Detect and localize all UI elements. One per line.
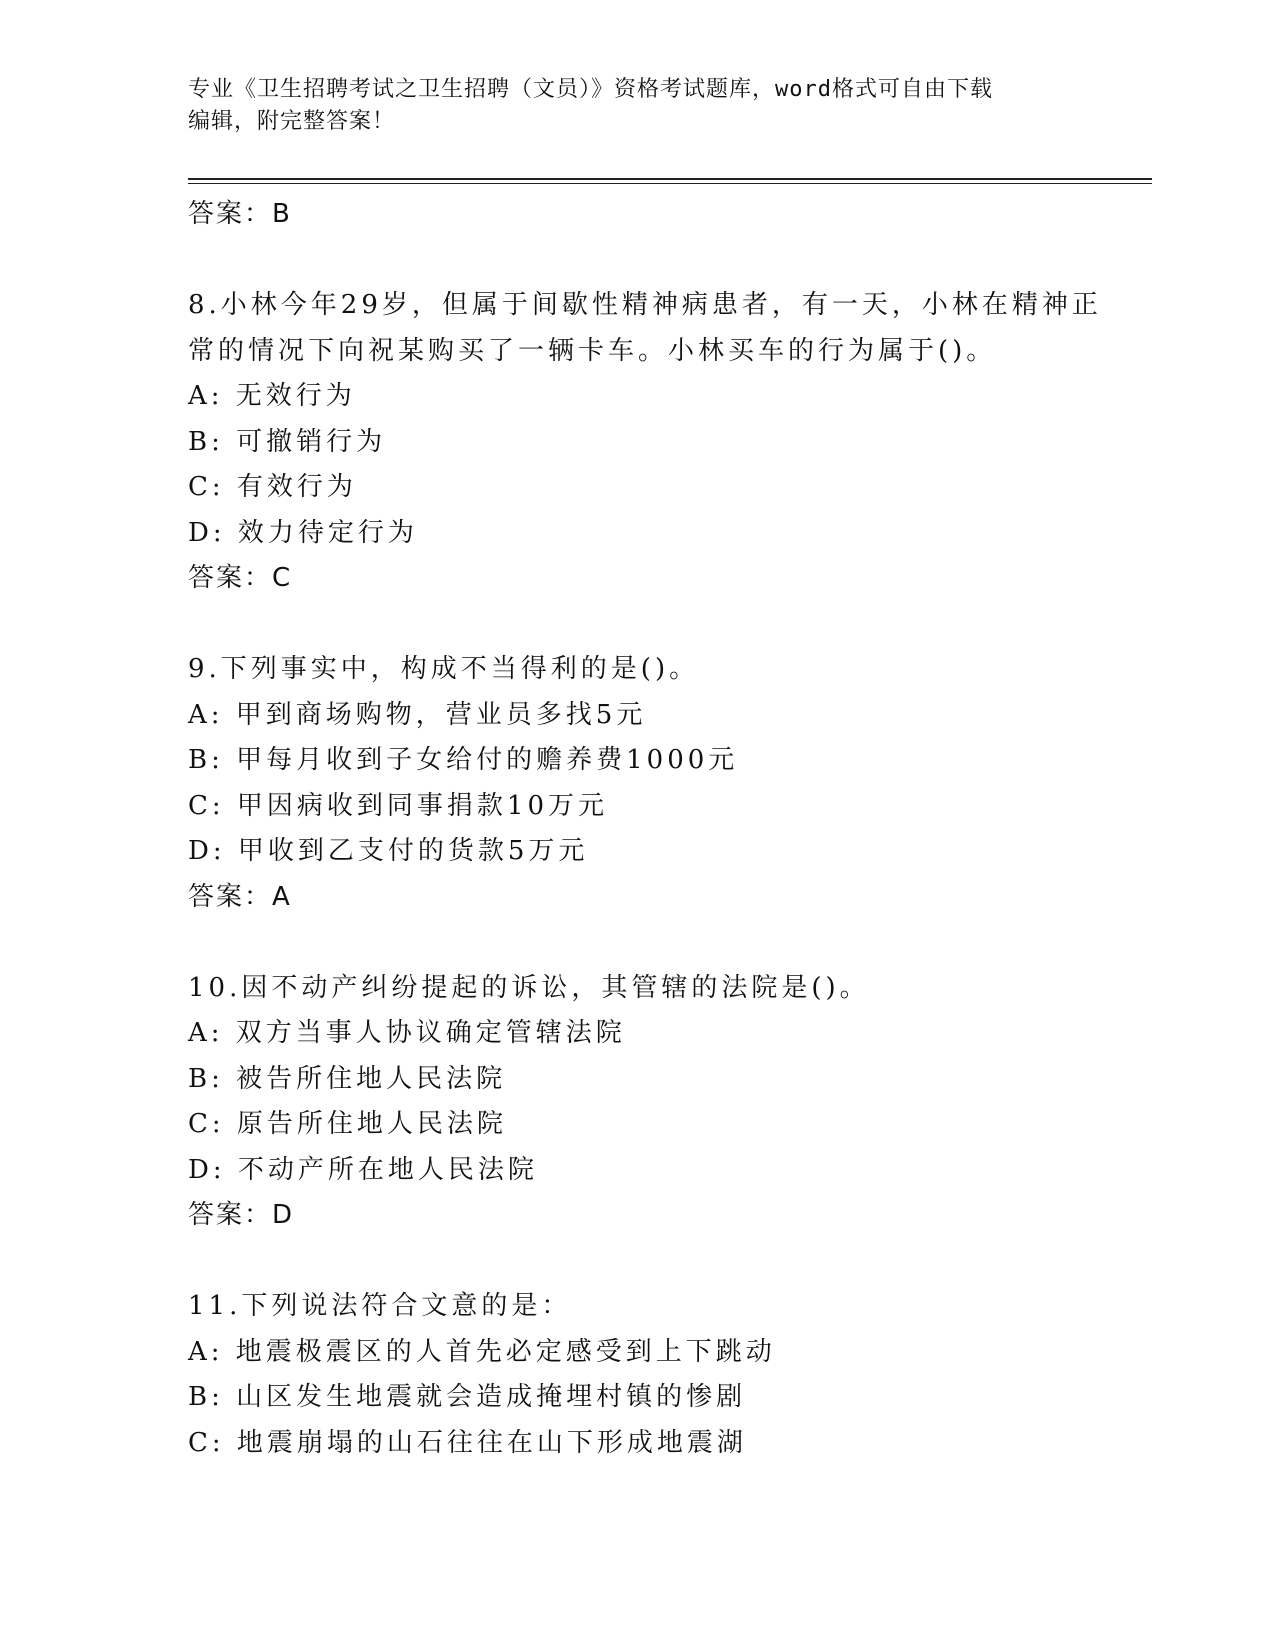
header-line: 专业《卫生招聘考试之卫生招聘（文员）》资格考试题库，word格式可自由下载 <box>188 77 993 102</box>
question-block <box>188 1284 1088 1466</box>
spacer <box>188 920 1088 966</box>
option-d: D: 不动产所在地人民法院 <box>188 1154 538 1185</box>
question-stem: 8.小林今年29岁，但属于间歇性精神病患者，有一天，小林在精神正 <box>188 290 1102 320</box>
option-c: C: 甲因病收到同事捐款10万元 <box>188 790 609 821</box>
option-a: A: 甲到商场购物，营业员多找5元 <box>188 699 647 730</box>
question-block <box>188 647 1088 920</box>
option-c: C: 有效行为 <box>188 472 357 502</box>
option-c: C: 原告所住地人民法院 <box>188 1109 507 1139</box>
header-line: 编辑，附完整答案！ <box>188 109 396 134</box>
option-b: B: 甲每月收到子女给付的赡养费1000元 <box>188 745 739 775</box>
question-stem: 10.因不动产纠纷提起的诉讼，其管辖的法院是()。 <box>188 972 870 1003</box>
option-d: D: 效力待定行为 <box>188 517 418 548</box>
option-a: A: 无效行为 <box>188 381 356 411</box>
page-header <box>188 74 1088 138</box>
option-b: B: 被告所住地人民法院 <box>188 1063 507 1094</box>
question-stem: 9.下列事实中，构成不当得利的是()。 <box>188 654 700 684</box>
option-d: D: 甲收到乙支付的货款5万元 <box>188 836 589 866</box>
option-b: B: 可撤销行为 <box>188 426 387 457</box>
question-content <box>188 192 1102 1466</box>
spacer <box>188 602 1088 648</box>
option-b: B: 山区发生地震就会造成掩埋村镇的惨剧 <box>188 1382 747 1412</box>
question-block <box>188 966 1088 1239</box>
spacer <box>188 1239 1088 1285</box>
option-a: A: 双方当事人协议确定管辖法院 <box>188 1018 626 1048</box>
header-divider <box>188 178 1152 184</box>
spacer <box>188 238 1088 284</box>
answer-line: 答案：B <box>188 199 292 229</box>
option-a: A: 地震极震区的人首先必定感受到上下跳动 <box>188 1336 776 1367</box>
question-block <box>188 283 1102 602</box>
answer-line: 答案：D <box>188 1200 295 1230</box>
answer-line: 答案：C <box>188 563 293 593</box>
question-stem: 11.下列说法符合文意的是： <box>188 1291 572 1321</box>
option-c: C: 地震崩塌的山石往往在山下形成地震湖 <box>188 1427 747 1458</box>
question-stem: 常的情况下向祝某购买了一辆卡车。小林买车的行为属于()。 <box>188 335 997 366</box>
answer-line: 答案：A <box>188 881 292 912</box>
